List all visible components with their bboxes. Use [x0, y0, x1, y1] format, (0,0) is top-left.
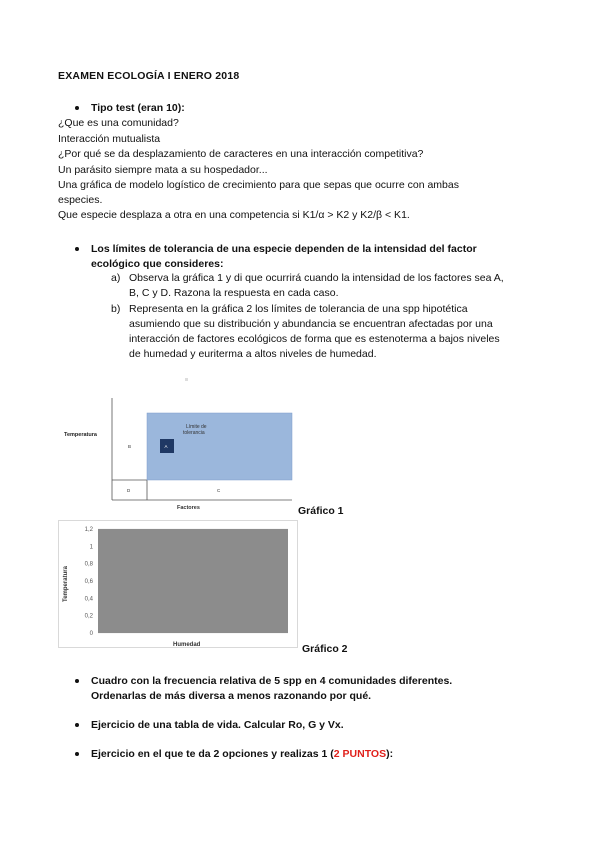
y-tick-label: 0,2 [84, 613, 93, 620]
item-b-text: Representa en la gráfica 2 los límites de tolerancia de una spp hipotética asumiendo que su distribución y abundancia se encuentran afectadas por una interacción de factores ecológicos de forma que es estenoterma a bajos niveles de humedad y euriterma a altos niveles de humedad. [129, 303, 500, 360]
page-title: EXAMEN ECOLOGÍA I ENERO 2018 [58, 70, 240, 82]
graph1-caption: Gráfico 1 [298, 505, 344, 517]
bullet-icon [75, 106, 79, 110]
item-b-label: b) [111, 303, 121, 315]
test-question: ¿Por qué se da desplazamiento de caracteres en una interacción competitiva? [58, 148, 424, 160]
chart-area-fill [98, 529, 288, 633]
item-a-text: Observa la gráfica 1 y di que ocurrirá cuando la intensidad de los factores sea A, B, C y D. Razona la respuesta en cada caso. [129, 272, 504, 299]
graph1-ylabel: Temperatura [64, 432, 97, 438]
tolerance-label: tolerancia [183, 430, 205, 436]
bullet-icon [75, 247, 79, 251]
test-question: Que especie desplaza a otra en una competencia si K1/α > K2 y K2/β < K1. [58, 209, 410, 221]
label-c: C [217, 488, 221, 493]
bullet-icon [75, 723, 79, 727]
y-tick-label: 0,8 [84, 561, 93, 568]
y-tick-label: 1,2 [84, 527, 93, 533]
test-question: Un parásito siempre mata a su hospedador... [58, 164, 268, 176]
y-tick-label: 1 [89, 544, 93, 551]
item-a-label: a) [111, 272, 121, 284]
graph1 [62, 388, 298, 516]
bullet-icon [75, 679, 79, 683]
image-artifact [185, 378, 188, 381]
bullet-icon [75, 752, 79, 756]
graph2-xlabel: Humedad [173, 642, 201, 648]
graph2-caption: Gráfico 2 [302, 643, 348, 655]
graph1-xlabel: Factores [177, 505, 200, 511]
test-question: Interacción mutualista [58, 133, 161, 145]
section2-heading: Los límites de tolerancia de una especie dependen de la intensidad del factor ecológico que consideres: [75, 242, 477, 272]
y-tick-label: 0,4 [84, 596, 93, 603]
points-highlight: 2 PUNTOS [333, 748, 387, 760]
test-question: especies. [58, 194, 103, 206]
test-question: Una gráfica de modelo logístico de crecimiento para que sepas que ocurre con ambas [58, 179, 459, 191]
tolerance-label: Límite de [186, 424, 207, 430]
section3: Cuadro con la frecuencia relativa de 5 spp en 4 comunidades diferentes. Ordenarlas de más diversa a menos razonando por qué. [75, 674, 452, 704]
y-tick-label: 0,6 [84, 579, 93, 585]
graph2-chart [58, 520, 298, 648]
graph2-ylabel: Temperatura [63, 566, 69, 602]
y-tick-label: 0 [89, 631, 93, 637]
label-a: A [164, 444, 168, 449]
test-question: ¿Que es una comunidad? [58, 117, 179, 129]
label-b: B [128, 444, 132, 449]
section5: Ejercicio en el que te da 2 opciones y realizas 1 (2 PUNTOS): [75, 748, 393, 760]
section1-heading: Tipo test (eran 10): [75, 102, 185, 114]
label-d: D [127, 488, 131, 493]
section4: Ejercicio de una tabla de vida. Calcular Ro, G y Vx. [75, 719, 344, 731]
